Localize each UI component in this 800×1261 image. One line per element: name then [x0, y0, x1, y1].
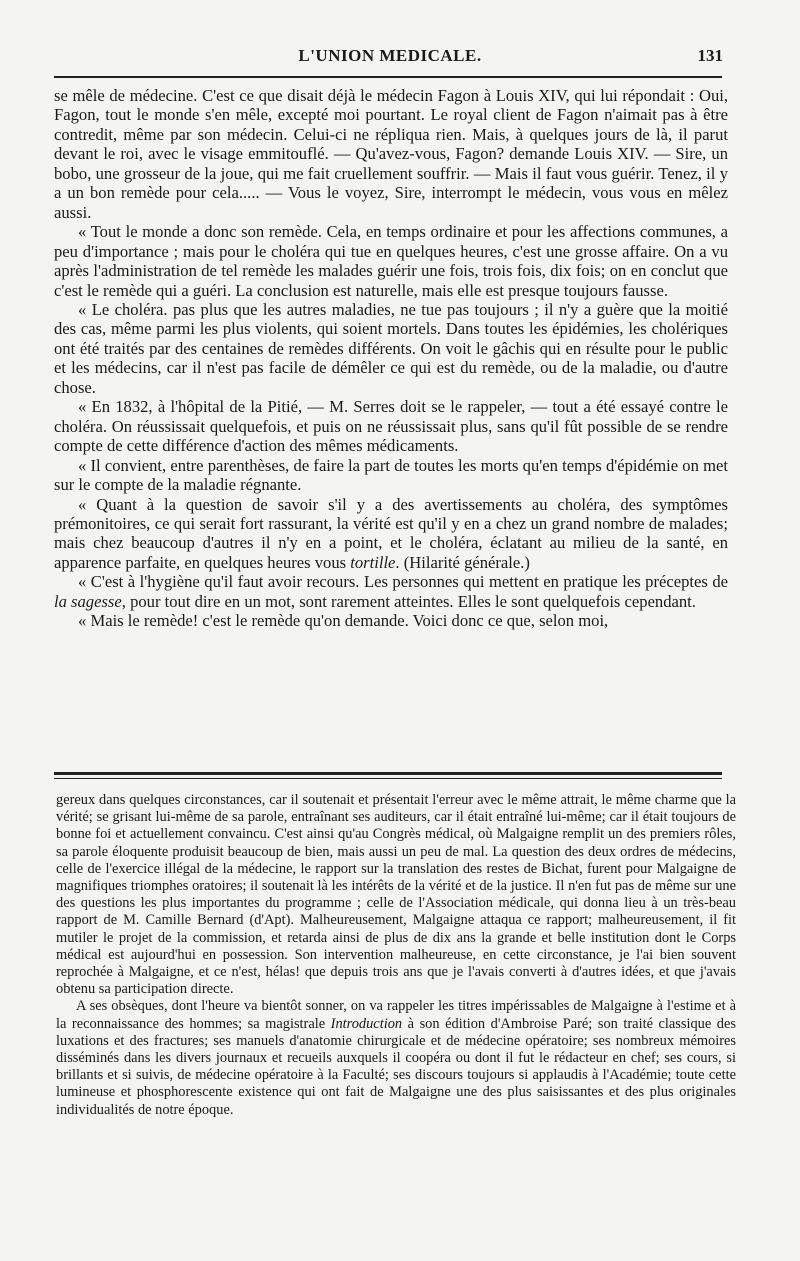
feuilleton-paragraph-2 [56, 998, 736, 1118]
feuilleton-paragraph-1: gereux dans quelques circonstances, car il soutenait et présentait l'erreur avec le même attrait, le même charme que la vérité; se grisant lui-même de sa parole, entraînant ses auditeurs, car il était entraîné lui-même; car il était toujours de bonne foi et actuellement convaincu. C'est ainsi qu'au Congrès médical, où Malgaigne remplit un des premiers rôles, sa parole éloquente produisit beaucoup de bien, mais aussi un peu de mal. La question des deux ordres de médecins, celle de l'exercice illégal de la médecine, le rapport sur la translation des restes de Bichat, furent pour Malgaigne de magnifiques triomphes oratoires; il soutenait là les intérêts de la vérité et de la justice. Il n'en fut pas de même sur une des questions les plus importantes du programme ; celle de l'Association médicale, qui donna lieu à un très-beau rapport de M. Camille Bernard (d'Apt). Malheureusement, Malgaigne attaqua ce rapport; malheureusement, il fit mutiler le projet de la commission, et retarda ainsi de plus de dix ans la grande et belle institution dont le Corps médical est aujourd'hui en possession. Son intervention malheureuse, en cette circonstance, je l'ai bien souvent reprochée à Malgaigne, et ce n'est, hélas! que depuis trois ans que je l'avais converti à d'autres idées, et que j'avais obtenu sa participation directe. [56, 792, 736, 998]
paragraph-4: « En 1832, à l'hôpital de la Pitié, — M. Serres doit se le rappeler, — tout a été essayé contre le choléra. On réussissait quelquefois, et puis on ne réussissait plus, sans qu'il fût possible de se rendre compte de cette différence d'action des mêmes médicaments. [54, 397, 728, 456]
feuilleton-paragraph-2-tail: à son édition d'Ambroise Paré; son traité classique des luxations et des fractures; ses manuels d'anatomie chirurgicale et de médecine opératoire; ses nombreux mémoires disséminés dans les divers journaux et recueils auxquels il coopéra ou dont il fut le rédacteur en chef; ses cours, si brillants et si suivis, de médecine opératoire à la Faculté; ses discours toujours si applaudis à l'Académie; toute cette lumineuse et phosphorescente existence qui ont fait de Malgaigne une des plus saisissantes et des plus originales individualités de notre époque. [56, 1015, 736, 1118]
paragraph-6-text: « Quant à la question de savoir s'il y a des avertissements au choléra, des symptômes prémonitoires, ce qui serait fort rassurant, la vérité est qu'il y en a chez un grand nombre de malades; mais chez beaucoup d'autres il n'y en a point, et le choléra, éclatant au milieu de la santé, en apparence parfaite, en quelques heures vous [54, 494, 728, 572]
paragraph-2: « Tout le monde a donc son remède. Cela, en temps ordinaire et pour les affections communes, a peu d'importance ; mais pour le choléra qui tue en quelques heures, c'est une grosse affaire. On a vu après l'administration de tel remède les malades guérir une fois, trois fois, dix fois; on en conclut que c'est le remède qui a guéri. La conclusion est naturelle, mais elle est presque toujours fausse. [54, 222, 728, 300]
paragraph-6-italic: tortille [350, 552, 396, 572]
paragraph-3: « Le choléra. pas plus que les autres maladies, ne tue pas toujours ; il n'y a guère que la moitié des cas, même parmi les plus violents, qui soient mortels. Dans toutes les épidémies, les cholériques ont été traités par des centaines de remèdes différents. On voit le gâchis qui en résulte pour le public et les médecins, car il n'est pas facile de démêler ce qui est du remède, ou de la maladie, ou d'autre chose. [54, 299, 728, 397]
feuilleton-rule-thin [54, 778, 722, 779]
paragraph-7-text: « C'est à l'hygiène qu'il faut avoir recours. Les personnes qui mettent en pratique les préceptes de [78, 572, 728, 592]
paragraph-6 [54, 495, 728, 573]
feuilleton-rule-thick [54, 772, 722, 775]
page-header [60, 44, 723, 72]
page-number: 131 [697, 46, 723, 65]
paragraph-7-tail: , pour tout dire en un mot, sont rarement atteintes. Elles le sont quelquefois cependant. [121, 591, 696, 611]
paragraph-8: « Mais le remède! c'est le remède qu'on demande. Voici donc ce que, selon moi, [78, 611, 609, 631]
feuilleton-paragraph-2-text: A ses obsèques, dont l'heure va bientôt sonner, on va rappeler les titres impérissables de Malgaigne à l'estime et à la reconnaissance des hommes; sa magistrale [56, 998, 736, 1032]
paragraph-7-italic: la sagesse [54, 591, 122, 611]
feuilleton-paragraph-2-italic: Introduction [330, 1015, 403, 1032]
feuilleton-text [56, 792, 736, 1119]
header-rule [54, 76, 722, 78]
running-head: L'UNION MEDICALE. [298, 46, 482, 65]
paragraph-5: « Il convient, entre parenthèses, de faire la part de toutes les morts qu'en temps d'épidémie on met sur le compte de la maladie régnante. [54, 455, 728, 495]
main-text [54, 86, 728, 631]
paragraph-6-tail: . (Hilarité générale.) [395, 552, 530, 572]
paragraph-1: se mêle de médecine. C'est ce que disait déjà le médecin Fagon à Louis XIV, qui lui répondait : Oui, Fagon, tout le monde s'en mêle, excepté moi pourtant. Le royal client de Fagon n'aimait pas à être contredit, même par son médecin. Celui-ci ne répliqua rien. Mais, à quelques jours de là, il parut devant le roi, avec le visage emmitouflé. — Qu'avez-vous, Fagon? demande Louis XIV. — Sire, un bobo, une grosseur de la joue, qui me fait cruellement souffrir. — Mais il faut vous guérir. Tenez, il y a un bon remède pour cela..... — Vous le voyez, Sire, interrompt le médecin, vous vous en mêlez aussi. [54, 86, 728, 222]
paragraph-7 [54, 572, 728, 611]
